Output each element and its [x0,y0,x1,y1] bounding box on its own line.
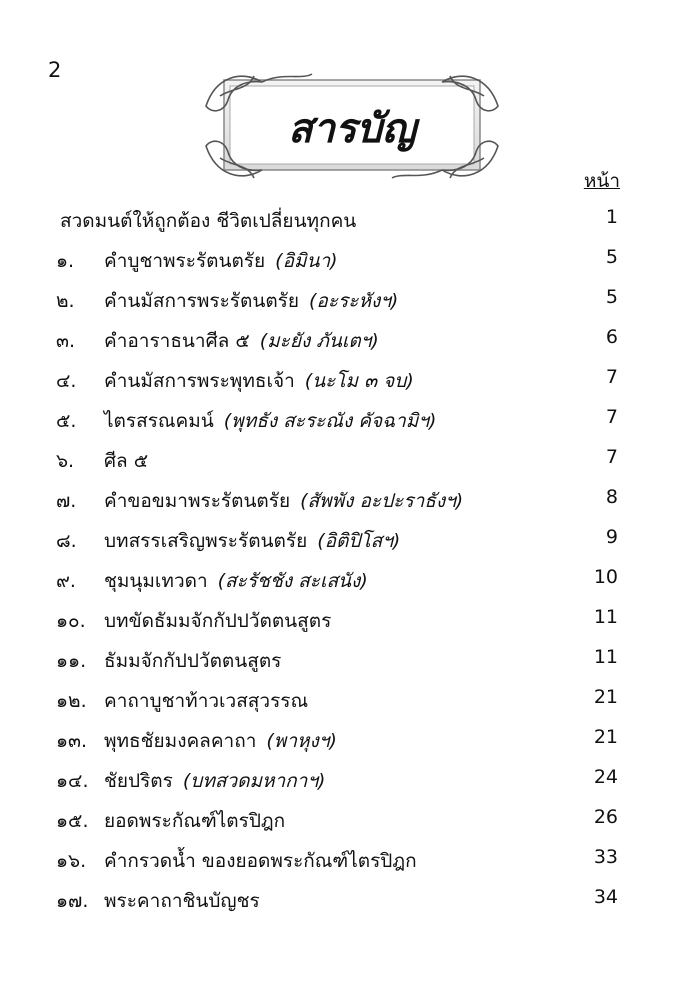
toc-entry[interactable] [0,560,684,596]
toc-entry-subtitle: (อิติปิโสฯ) [317,530,401,552]
toc-entry-subtitle: (พาหุงฯ) [266,730,337,752]
toc-entry-label: คำนมัสการพระพุทธเจ้า (นะโม ๓ จบ) [104,370,414,392]
toc-entry[interactable] [0,240,684,276]
toc-entry[interactable] [0,760,684,796]
toc-entry-number: ๑๗. [56,890,89,912]
toc-entry[interactable] [0,520,684,556]
toc-entry-label: ชัยปริตร (บทสวดมหากาฯ) [104,770,326,792]
toc-entry-number: ๑๓. [56,730,88,752]
toc-entry-label: ศีล ๕ [104,450,149,472]
toc-entry-subtitle: (พุทธัง สะระณัง คัจฉามิฯ) [223,410,437,432]
toc-entry-number: ๒. [56,290,75,312]
toc-entry-number: ๗. [56,490,77,512]
toc-entry-page: 24 [593,766,618,788]
toc-entry-page: 33 [593,846,618,868]
toc-entry[interactable] [0,400,684,436]
toc-entry[interactable] [0,680,684,716]
toc-entry-subtitle: (สะรัชชัง สะเสนัง) [217,570,368,592]
toc-entry[interactable] [0,600,684,636]
page-title: สารบัญ [288,106,416,152]
toc-entry[interactable] [0,360,684,396]
toc-entry[interactable] [0,480,684,516]
toc-entry[interactable] [0,880,684,916]
toc-entry-label: ไตรสรณคมน์ (พุทธัง สะระณัง คัจฉามิฯ) [104,410,437,432]
toc-entry-label: สวดมนต์ให้ถูกต้อง ชีวิตเปลี่ยนทุกคน [60,210,357,232]
toc-entry-page: 6 [605,326,618,348]
toc-entry-label: คำอาราธนาศีล ๕ (มะยัง ภันเตฯ) [104,330,379,352]
toc-entry-page: 21 [593,686,618,708]
toc-entry-subtitle: (สัพพัง อะปะราธังฯ) [300,490,464,512]
toc-entry-page: 7 [605,446,618,468]
toc-entry-label: คำกรวดน้ำ ของยอดพระกัณฑ์ไตรปิฎก [104,850,417,872]
toc-entry-number: ๑๑. [56,650,87,672]
toc-entry-subtitle: (อิมินา) [275,250,338,272]
toc-entry[interactable] [0,640,684,676]
toc-entry-label: คาถาบูชาท้าวเวสสุวรรณ [104,690,309,712]
toc-entry-number: ๑๐. [56,610,86,632]
toc-entry-page: 34 [593,886,618,908]
toc-entry-number: ๘. [56,530,77,552]
toc-entry-label: ชุมนุมเทวดา (สะรัชชัง สะเสนัง) [104,570,368,592]
toc-entry-page: 8 [605,486,618,508]
toc-entry-label: พุทธชัยมงคลคาถา (พาหุงฯ) [104,730,337,752]
toc-entry-number: ๓. [56,330,76,352]
toc-entry-label: พระคาถาชินบัญชร [104,890,260,912]
toc-entry-subtitle: (มะยัง ภันเตฯ) [259,330,379,352]
toc-entry[interactable] [0,800,684,836]
toc-entry-number: ๑๖. [56,850,87,872]
toc-entry-number: ๑. [56,250,75,272]
toc-entry-number: ๕. [56,410,77,432]
toc-entry-label: ยอดพระกัณฑ์ไตรปิฎก [104,810,286,832]
toc-entry-label: ธัมมจักกัปปวัตตนสูตร [104,650,282,672]
toc-entry-subtitle: (นะโม ๓ จบ) [304,370,414,392]
toc-entry-number: ๙. [56,570,76,592]
toc-entry-page: 21 [593,726,618,748]
toc-entry-label: คำขอขมาพระรัตนตรัย (สัพพัง อะปะราธังฯ) [104,490,464,512]
toc-entry[interactable] [0,280,684,316]
title-frame [202,66,502,184]
toc-entry[interactable] [0,200,684,236]
toc-entry[interactable] [0,320,684,356]
toc-entry-page: 11 [593,646,618,668]
toc-entry-page: 1 [605,206,618,228]
toc-entry[interactable] [0,440,684,476]
toc-entry[interactable] [0,720,684,756]
page-column-header: หน้า [583,170,620,192]
toc-entry-page: 9 [605,526,618,548]
toc-entry-label: บทขัดธัมมจักกัปปวัตตนสูตร [104,610,332,632]
toc-entry-page: 7 [605,366,618,388]
toc-entry-page: 5 [605,286,618,308]
toc-entry-number: ๖. [56,450,75,472]
toc-entry-number: ๔. [56,370,77,392]
toc-entry-page: 10 [593,566,618,588]
toc-entry-page: 7 [605,406,618,428]
toc-entry-page: 5 [605,246,618,268]
toc-entry-label: คำนมัสการพระรัตนตรัย (อะระหังฯ) [104,290,399,312]
toc-entry-label: บทสรรเสริญพระรัตนตรัย (อิติปิโสฯ) [104,530,401,552]
toc-entry-subtitle: (อะระหังฯ) [309,290,399,312]
toc-entry-number: ๑๒. [56,690,87,712]
toc-entry-subtitle: (บทสวดมหากาฯ) [182,770,326,792]
toc-entry-number: ๑๔. [56,770,89,792]
toc-entry-page: 11 [593,606,618,628]
page-number: 2 [48,58,62,82]
toc-entry-page: 26 [593,806,618,828]
toc-entry[interactable] [0,840,684,876]
toc-entry-label: คำบูชาพระรัตนตรัย (อิมินา) [104,250,338,272]
toc-entry-number: ๑๕. [56,810,89,832]
